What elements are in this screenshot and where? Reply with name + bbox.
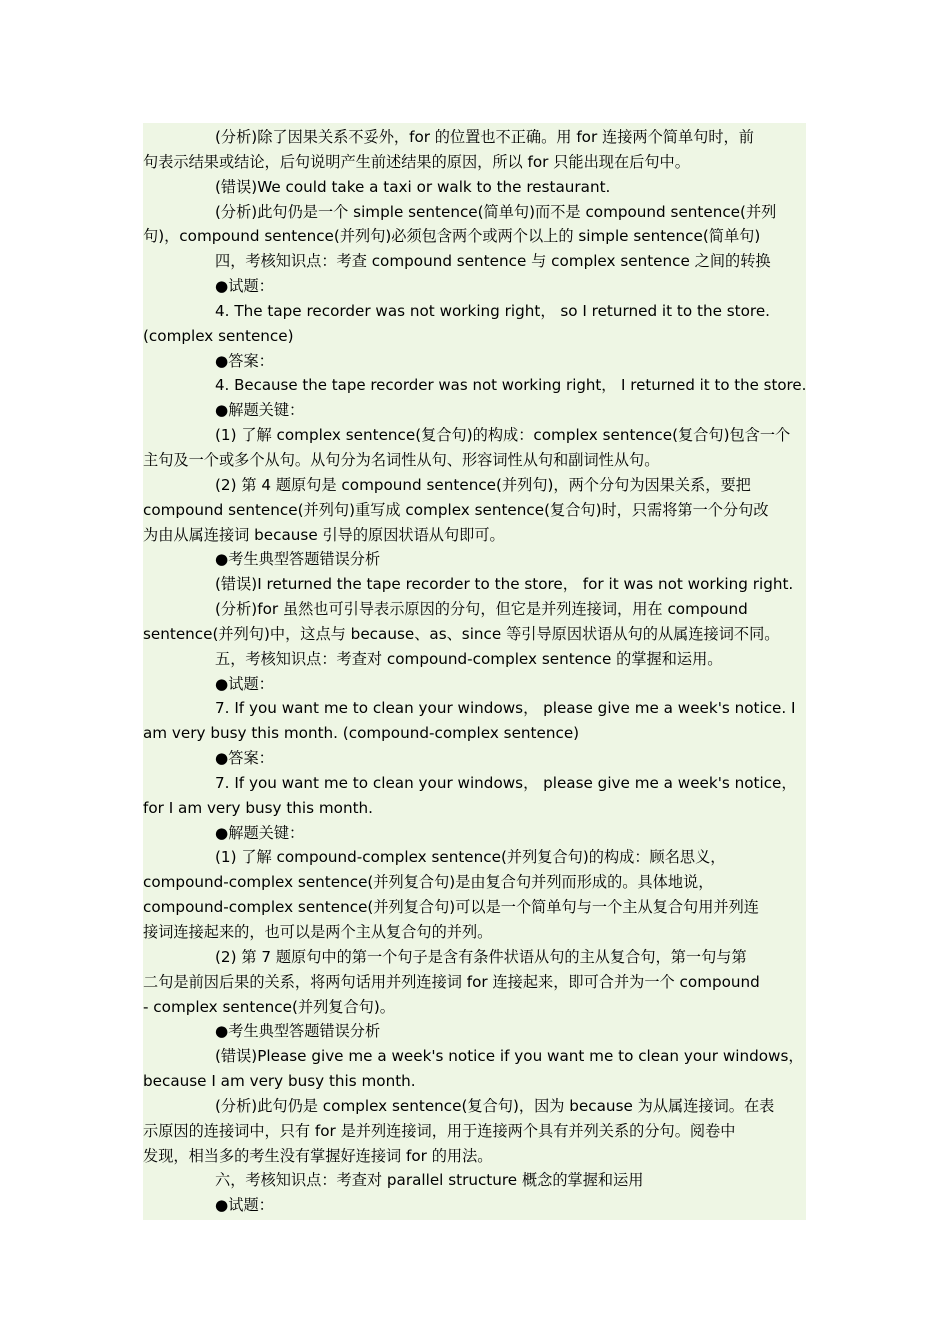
text-line: compound-complex sentence(并列复合句)是由复合句并列而形成的。具体地说，: [143, 873, 714, 892]
text-line: 句表示结果或结论，后句说明产生前述结果的原因，所以 for 只能出现在后句中。: [143, 152, 690, 171]
document-page: [143, 123, 806, 1220]
text-line: ●考生典型答题错误分析: [215, 550, 381, 569]
text-line: ●试题：: [215, 674, 274, 693]
text-line: 二句是前因后果的关系，将两句话用并列连接词 for 连接起来，即可合并为一个 compound: [143, 972, 760, 991]
text-line: (1) 了解 compound-complex sentence(并列复合句)的构成：顾名思义，: [215, 848, 726, 867]
text-line: ●解题关键：: [215, 401, 305, 420]
text-line: ●试题：: [215, 1196, 274, 1215]
text-line: 五，考核知识点：考查对 compound-complex sentence 的掌握和运用。: [215, 649, 723, 668]
text-line: 四，考核知识点：考查 compound sentence 与 complex sentence 之间的转换: [215, 252, 771, 271]
text-line: (complex sentence): [143, 326, 294, 345]
text-line: (错误)Please give me a week's notice if you want me to clean your windows，: [215, 1047, 804, 1066]
text-line: 发现，相当多的考生没有掌握好连接词 for 的用法。: [143, 1146, 493, 1165]
text-line: (2) 第 4 题原句是 compound sentence(并列句)，两个分句为因果关系，要把: [215, 475, 751, 494]
text-line: 7. If you want me to clean your windows， please give me a week's notice. I: [215, 699, 796, 718]
text-line: (分析)for 虽然也可引导表示原因的分句，但它是并列连接词，用在 compound: [215, 600, 748, 619]
text-line: 4. Because the tape recorder was not working right， I returned it to the store.: [215, 376, 806, 395]
text-line: 句)，compound sentence(并列句)必须包含两个或两个以上的 simple sentence(简单句): [143, 227, 761, 246]
text-line: (分析)除了因果关系不妥外，for 的位置也不正确。用 for 连接两个简单句时，前: [215, 128, 754, 146]
text-line: (1) 了解 complex sentence(复合句)的构成：complex sentence(复合句)包含一个: [215, 426, 791, 445]
text-line: (错误)I returned the tape recorder to the store， for it was not working right.: [215, 575, 794, 594]
text-line: ●答案：: [215, 749, 274, 768]
text-line: 为由从属连接词 because 引导的原因状语从句即可。: [143, 525, 505, 544]
text-line: 4. The tape recorder was not working right， so I returned it to the store.: [215, 301, 770, 320]
text-line: because I am very busy this month.: [143, 1072, 416, 1091]
text-line: (分析)此句仍是 complex sentence(复合句)，因为 because 为从属连接词。在表: [215, 1096, 775, 1115]
text-line: for I am very busy this month.: [143, 798, 373, 817]
text-line: (2) 第 7 题原句中的第一个句子是含有条件状语从句的主从复合句，第一句与第: [215, 947, 747, 966]
text-line: 示原因的连接词中，只有 for 是并列连接词，用于连接两个具有并列关系的分句。阅卷中: [143, 1121, 736, 1140]
text-line: ●考生典型答题错误分析: [215, 1022, 381, 1041]
text-line: (分析)此句仍是一个 simple sentence(简单句)而不是 compound sentence(并列: [215, 202, 777, 221]
text-line: 六，考核知识点：考查对 parallel structure 概念的掌握和运用: [215, 1171, 644, 1190]
text-line: - complex sentence(并列复合句)。: [143, 997, 395, 1016]
text-line: ●试题：: [215, 277, 274, 296]
text-line: 7. If you want me to clean your windows， please give me a week's notice，: [215, 773, 797, 792]
text-line: 接词连接起来的，也可以是两个主从复合句的并列。: [143, 923, 493, 941]
text-line: sentence(并列句)中，这点与 because、as、since 等引导原因状语从句的从属连接词不同。: [143, 624, 780, 643]
text-line: ●答案：: [215, 351, 274, 370]
text-line: (错误)We could take a taxi or walk to the restaurant.: [215, 177, 611, 196]
text-line: am very busy this month. (compound-complex sentence): [143, 724, 580, 743]
text-line: compound sentence(并列句)重写成 complex sentence(复合句)时，只需将第一个分句改: [143, 500, 769, 519]
text-line: 主句及一个或多个从句。从句分为名词性从句、形容词性从句和副词性从句。: [143, 450, 660, 469]
text-line: compound-complex sentence(并列复合句)可以是一个简单句与一个主从复合句用并列连: [143, 898, 759, 917]
text-line: ●解题关键：: [215, 823, 305, 842]
